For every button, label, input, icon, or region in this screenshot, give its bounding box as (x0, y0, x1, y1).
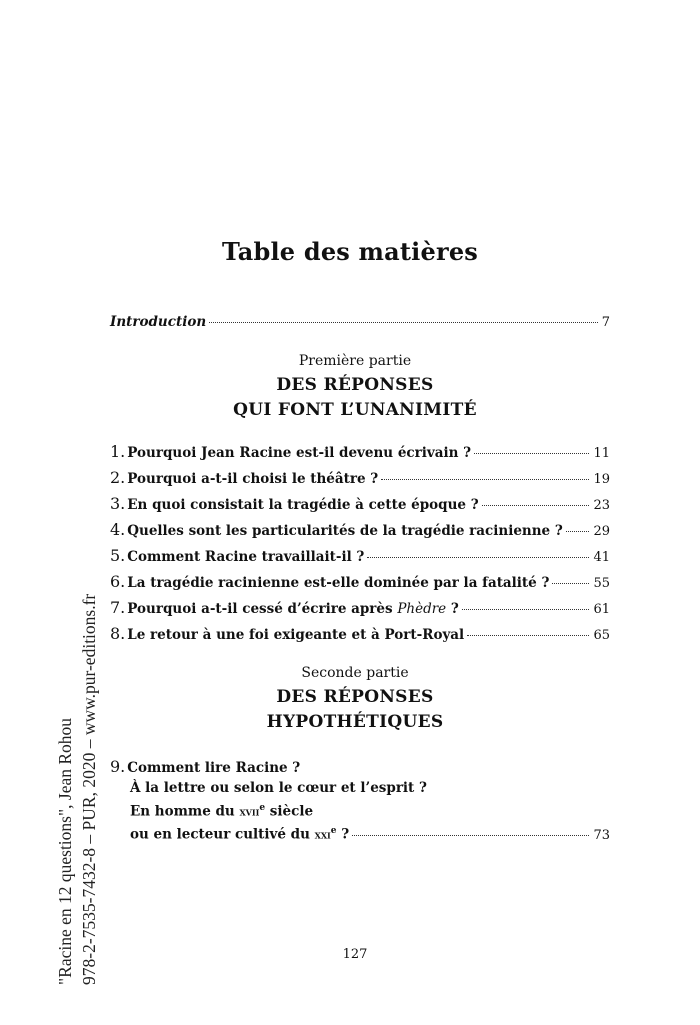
toc-entry-3[interactable] (110, 494, 610, 514)
toc-entry-label: Quelles sont les particularités de la tragédie racinienne ? (127, 523, 563, 539)
toc-entry-6[interactable] (110, 572, 610, 592)
dot-leader (352, 835, 589, 836)
toc-entry-label (127, 601, 459, 617)
toc-page-number: 55 (593, 576, 610, 591)
toc-entry-label: Pourquoi Jean Racine est-il devenu écrivain ? (127, 445, 472, 461)
toc-entry-2[interactable] (110, 468, 610, 488)
watermark-line1: "Racine en 12 questions", Jean Rohou (55, 717, 75, 985)
toc-entry-label-end: ? (446, 601, 459, 617)
part1-title-line2: QUI FONT L’UNANIMITÉ (233, 400, 477, 420)
toc-entry-introduction[interactable] (110, 314, 610, 334)
century-suffix: e (259, 803, 266, 813)
line4-prefix: ou en lecteur cultivé du (130, 826, 315, 843)
toc-entry-number: 1. (110, 442, 126, 461)
toc-entry-9[interactable] (110, 757, 300, 777)
toc-entry-1[interactable] (110, 442, 610, 462)
part1-kicker: Première partie (298, 353, 412, 369)
toc-entry-5[interactable] (110, 546, 610, 566)
toc-page-number: 19 (593, 472, 610, 487)
toc-entry-label: Pourquoi a-t-il choisi le théâtre ? (127, 471, 379, 487)
toc-entry-label: Le retour à une foi exigeante et à Port-Royal (127, 627, 465, 643)
toc-page-number: 41 (593, 550, 610, 565)
toc-page-number: 23 (593, 498, 610, 513)
toc-page-number: 29 (593, 524, 610, 539)
toc-entry-label: Comment Racine travaillait-il ? (127, 549, 365, 565)
watermark-line2: 978-2-7535-7432-8 – PUR, 2020 – www.pur-editions.fr (79, 593, 99, 985)
toc-entry-9-line2: À la lettre ou selon le cœur et l’esprit ? (130, 780, 427, 796)
toc-page-number: 7 (601, 315, 610, 330)
toc-entry-number: 7. (110, 598, 126, 617)
dot-leader (209, 322, 598, 323)
toc-entry-9-line4[interactable] (130, 826, 610, 846)
dot-leader (482, 505, 590, 506)
toc-entry-number: 6. (110, 572, 126, 591)
dot-leader (566, 531, 590, 532)
toc-entry-label: Introduction (110, 314, 207, 330)
line4-suffix: ? (336, 826, 350, 843)
dot-leader (474, 453, 589, 454)
side-watermark (53, 594, 101, 985)
toc-page-number: 73 (593, 827, 610, 843)
dot-leader (367, 557, 589, 558)
toc-entry-7[interactable] (110, 598, 610, 618)
toc-entry-number: 5. (110, 546, 126, 565)
toc-entry-number: 2. (110, 468, 126, 487)
line3-suffix: siècle (265, 803, 314, 820)
toc-entry-4[interactable] (110, 520, 610, 540)
page-number: 127 (342, 947, 368, 962)
dot-leader (462, 609, 590, 610)
toc-entry-label-start: Pourquoi a-t-il cessé d’écrire après (127, 601, 398, 617)
dot-leader (381, 479, 589, 480)
century-suffix: e (330, 826, 337, 836)
toc-entry-play-title: Phèdre (397, 601, 447, 617)
dot-leader (552, 583, 589, 584)
toc-entry-label: En quoi consistait la tragédie à cette époque ? (127, 497, 479, 513)
toc-entry-number: 8. (110, 624, 126, 643)
toc-entry-9-line3 (130, 803, 313, 820)
century-numeral: xxi (314, 827, 331, 842)
toc-entry-number: 4. (110, 520, 126, 539)
line3-prefix: En homme du (130, 803, 240, 820)
toc-page-number: 11 (593, 446, 610, 461)
toc-page-number: 65 (593, 628, 610, 643)
toc-entry-number: 3. (110, 494, 126, 513)
toc-entry-8[interactable] (110, 624, 610, 644)
part1-title-line1: DES RÉPONSES (276, 375, 434, 395)
part2-title-line1: DES RÉPONSES (276, 687, 434, 707)
part2-title-line2: HYPOTHÉTIQUES (266, 712, 444, 732)
toc-entry-label: La tragédie racinienne est-elle dominée par la fatalité ? (127, 575, 550, 591)
toc-page-number: 61 (593, 602, 610, 617)
toc-entry-label: Comment lire Racine ? (127, 760, 301, 776)
page-title: Table des matières (222, 237, 478, 266)
toc-entry-label (130, 826, 349, 843)
dot-leader (467, 635, 589, 636)
part2-kicker: Seconde partie (301, 665, 409, 681)
century-numeral: xvii (239, 804, 260, 819)
toc-entry-number: 9. (110, 757, 126, 776)
